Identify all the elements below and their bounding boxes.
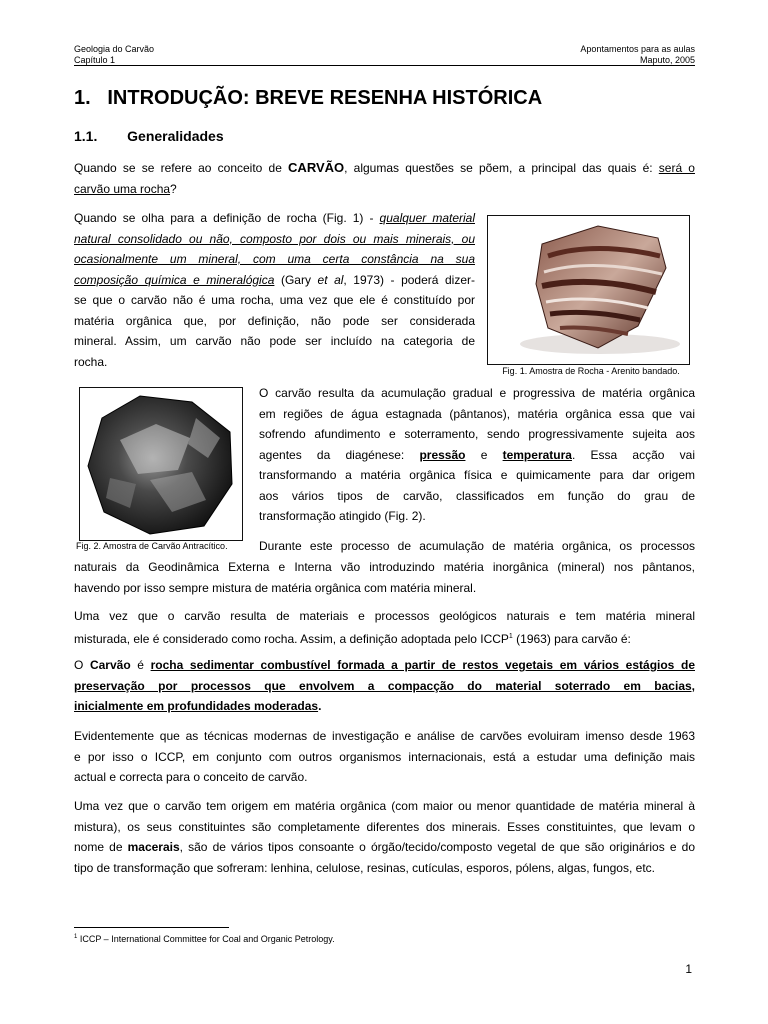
header-notes: Apontamentos para as aulas — [580, 44, 695, 54]
footnote — [74, 932, 335, 945]
footnote-divider — [74, 927, 229, 928]
keyword-macerais: macerais — [127, 840, 180, 854]
paragraph-intro — [74, 158, 695, 199]
text: Uma vez que o carvão tem origem em matéria orgânica (com maior ou menor quantidade de matéria mineral à — [74, 799, 695, 813]
header-right — [580, 44, 695, 66]
section-heading — [74, 128, 224, 144]
text: matéria orgânica que, por definição, não pode ser considerada — [74, 313, 475, 328]
rock-definition: composição química e mineralógica — [74, 272, 275, 287]
text: naturais da Geodinâmica Externa e Interna vão introduzindo matéria inorgânica (mineral) nos pântanos, — [74, 560, 695, 574]
section-title: Generalidades — [127, 128, 224, 144]
header-course: Geologia do Carvão — [74, 44, 155, 54]
text: . — [318, 699, 322, 713]
paragraph-process — [74, 557, 695, 598]
paragraph-coal-formation — [259, 383, 695, 527]
footnote-text: ICCP – International Committee for Coal and Organic Petrology. — [77, 934, 335, 944]
text: sofrendo afundimento e soterramento, sendo progressivamente sujeita aos — [259, 427, 695, 441]
header-place-date: Maputo, 2005 — [639, 55, 695, 65]
text: e — [465, 447, 503, 462]
text: , 1973) - poderá dizer- — [343, 272, 476, 287]
text: O carvão resulta da acumulação gradual e progressiva de matéria orgânica — [259, 386, 695, 400]
rock-definition: qualquer material — [379, 211, 475, 225]
text: e por isso o ICCP, em conjunto com outros organismos internacionais, está a estudar uma definição mais — [74, 749, 695, 764]
text: agentes da diagénese: — [259, 447, 420, 462]
paragraph-iccp — [74, 606, 695, 649]
text: Durante este processo de acumulação de matéria orgânica, os processos — [259, 539, 695, 553]
text: (Gary — [274, 272, 318, 287]
text: mistura), os seus constituintes são completamente diferentes dos minerais. Esses constituintes, que levam o — [74, 819, 695, 834]
text: transformando a matéria orgânica física e quimicamente para dar origem — [259, 468, 695, 482]
text: Quando se se refere ao conceito de — [74, 161, 289, 175]
paragraph-macerals — [74, 796, 695, 878]
footnote-ref: 1 — [508, 632, 513, 640]
footnote-marker: 1 — [74, 934, 78, 940]
figure-1 — [487, 215, 690, 365]
underlined-question: será o — [658, 161, 695, 175]
text: Quando se olha para a definição de rocha (Fig. 1) - — [74, 211, 380, 225]
text: transformação atingido (Fig. 2). — [259, 509, 426, 523]
banded-sandstone-image — [488, 216, 689, 364]
figure-2 — [79, 387, 243, 541]
page-title: 1. INTRODUÇÃO: BREVE RESENHA HISTÓRICA — [74, 87, 543, 109]
coal-definition: rocha sedimentar combustível formada a partir de restos vegetais em vários estágios de — [150, 658, 695, 672]
text: actual e correcta para o conceito de carvão. — [74, 770, 308, 784]
text: nome de — [74, 840, 128, 854]
text: et al — [317, 272, 344, 287]
header-divider — [74, 65, 695, 66]
keyword-carvao: CARVÃO — [288, 160, 345, 175]
header-chapter: Capítulo 1 — [74, 55, 116, 65]
text: mineral. Assim, um carvão não pode ser incluído na categoria de — [74, 334, 475, 348]
paragraph-rock-definition — [74, 208, 475, 372]
text: aos vários tipos de carvão, classificados em função do grau de — [259, 488, 695, 503]
text: , algumas questões se põem, a principal das quais é: — [344, 161, 659, 175]
paragraph-process-line1 — [259, 536, 695, 557]
text: misturada, ele é considerado como rocha. Assim, a definição adoptada pelo ICCP — [74, 631, 509, 646]
anthracite-coal-image — [80, 388, 242, 540]
section-number: 1.1. — [74, 128, 98, 144]
paragraph-modern-techniques — [74, 726, 695, 788]
text: é — [130, 658, 151, 672]
text: ? — [170, 181, 177, 196]
coal-definition: inicialmente em profundidades moderadas — [74, 699, 319, 713]
text: tipo de transformação que sofreram: lenhina, celulose, resinas, cutículas, esporos, pólens, algas, fungos, etc. — [74, 860, 655, 875]
coal-definition: preservação por processos que envolvem a compacção do material soterrado em bacias, — [74, 678, 695, 693]
text: , são de vários tipos consoante o órgão/tecido/composto vegetal de que são originários e do — [179, 840, 695, 854]
text: . Essa acção vai — [571, 447, 695, 462]
rock-definition: natural consolidado ou não, composto por dois ou mais minerais, ou — [74, 231, 475, 246]
figure-1-caption: Fig. 1. Amostra de Rocha - Arenito bandado. — [502, 366, 680, 376]
keyword-carvao: Carvão — [89, 658, 131, 672]
text: O — [74, 658, 90, 672]
underlined-question: carvão uma rocha — [74, 181, 171, 196]
keyword-temperatura: temperatura — [502, 447, 572, 462]
keyword-pressao: pressão — [419, 447, 466, 462]
text: Uma vez que o carvão resulta de materiais e processos geológicos naturais e tem matéria mineral — [74, 609, 695, 623]
text: se que o carvão não é uma rocha, uma vez que ele é constituído por — [74, 293, 475, 307]
text: Evidentemente que as técnicas modernas de investigação e análise de carvões evoluiram imenso desde 1963 — [74, 729, 695, 743]
header-left — [74, 44, 154, 66]
text: em regiões de água estagnada (pântanos), matéria orgânica essa que vai — [259, 406, 695, 421]
page-number: 1 — [685, 962, 692, 976]
text: (1963) para carvão é: — [512, 631, 631, 646]
rock-definition: ocasionalmente um mineral, com uma certa constância na sua — [74, 252, 475, 266]
text: havendo por isso sempre mistura de matéria orgânica com matéria mineral. — [74, 580, 477, 595]
text: rocha. — [74, 354, 108, 369]
paragraph-coal-definition — [74, 655, 695, 717]
figure-2-caption: Fig. 2. Amostra de Carvão Antracítico. — [76, 541, 228, 551]
